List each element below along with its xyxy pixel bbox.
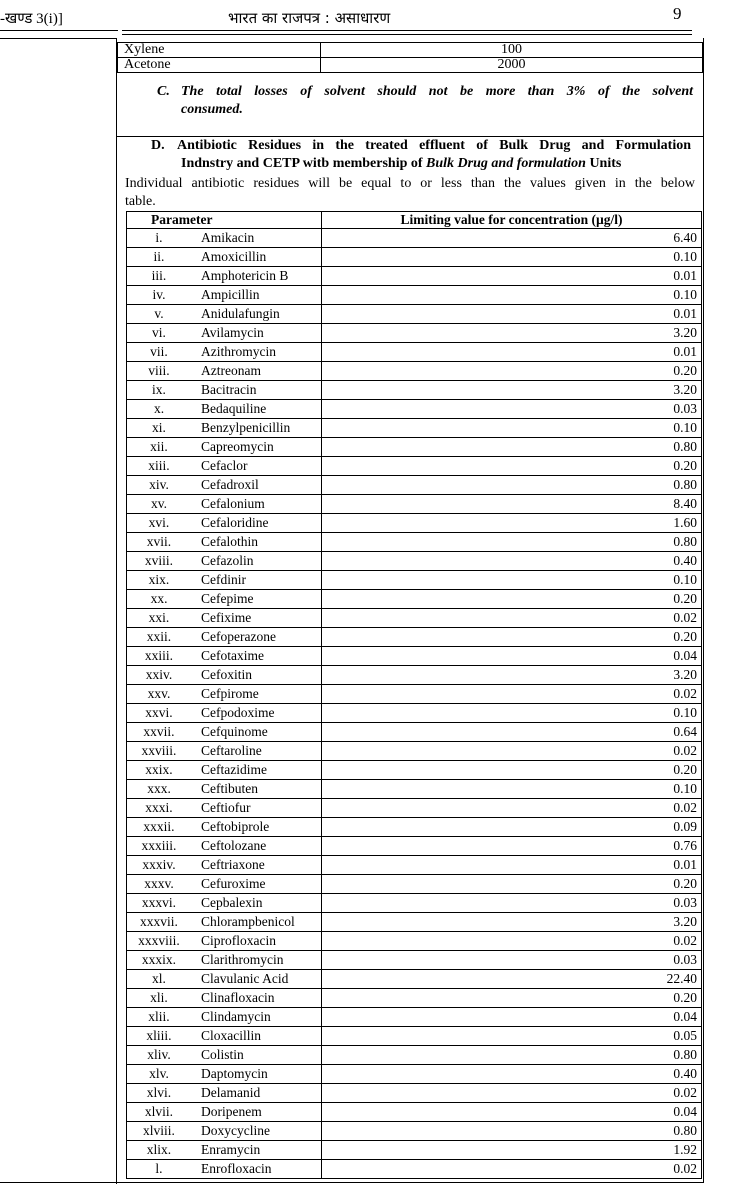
antibiotic-name: Ceftriaxone: [201, 857, 265, 872]
antibiotic-name: Colistin: [201, 1047, 244, 1062]
limit-value: 22.40: [322, 970, 702, 989]
row-numeral: xxxix.: [141, 952, 177, 967]
section-d-title: Antibiotic Residues in the treated effluent of Bulk Drug and Formulation: [177, 138, 691, 153]
row-numeral: l.: [155, 1161, 163, 1176]
parameter-cell: [127, 837, 322, 856]
row-numeral: xxv.: [147, 686, 171, 701]
antibiotic-name: Cefalothin: [201, 534, 258, 549]
limit-value: 0.09: [322, 818, 702, 837]
antibiotic-name: Azithromycin: [201, 344, 276, 359]
limit-value: 0.03: [322, 400, 702, 419]
parameter-cell: [127, 324, 322, 343]
limit-value: 0.10: [322, 248, 702, 267]
row-numeral: ii.: [153, 249, 165, 264]
parameter-cell: [127, 438, 322, 457]
row-numeral: xlvi.: [146, 1085, 172, 1100]
parameter-cell: [127, 1008, 322, 1027]
antibiotic-name: Ceftibuten: [201, 781, 258, 796]
parameter-cell: [127, 723, 322, 742]
parameter-cell: [127, 875, 322, 894]
table-row: [127, 818, 702, 837]
parameter-cell: [127, 856, 322, 875]
table-row: [127, 229, 702, 248]
limit-value: 0.20: [322, 590, 702, 609]
table-row: [127, 1065, 702, 1084]
antibiotic-name: Amphotericin B: [201, 268, 289, 283]
limit-value: 0.04: [322, 647, 702, 666]
parameter-cell: [127, 1027, 322, 1046]
limit-value: 0.80: [322, 438, 702, 457]
parameter-cell: [127, 951, 322, 970]
col-header-limit: Limiting value for concentration (µg/l): [322, 212, 702, 229]
antibiotic-name: Cefotaxime: [201, 648, 264, 663]
row-numeral: xlv.: [149, 1066, 169, 1081]
antibiotic-name: Enramycin: [201, 1142, 261, 1157]
table-row: [127, 400, 702, 419]
antibiotic-name: Capreomycin: [201, 439, 274, 454]
section-c-text: The total losses of solvent should not be more than 3% of the solvent: [181, 84, 693, 99]
table-row: [127, 723, 702, 742]
row-numeral: v.: [154, 306, 164, 321]
row-numeral: xxxvi.: [141, 895, 177, 910]
table-row: [127, 761, 702, 780]
limit-value: 0.20: [322, 761, 702, 780]
table-row: [127, 970, 702, 989]
table-row: [118, 43, 703, 58]
antibiotic-name: Bacitracin: [201, 382, 257, 397]
table-header-row: [127, 212, 702, 229]
parameter-cell: [127, 913, 322, 932]
parameter-cell: [127, 1084, 322, 1103]
row-numeral: xxxiii.: [141, 838, 177, 853]
limit-value: 0.02: [322, 742, 702, 761]
title-italic-part: Bulk Drug and formulation: [426, 156, 586, 171]
table-row: [127, 305, 702, 324]
header-part-label: -खण्ड 3(i)]: [0, 11, 63, 27]
parameter-cell: [127, 305, 322, 324]
row-numeral: xx.: [150, 591, 168, 606]
table-row: [127, 1103, 702, 1122]
limit-value: 3.20: [322, 324, 702, 343]
antibiotic-name: Cefpirome: [201, 686, 259, 701]
row-numeral: xxii.: [146, 629, 172, 644]
table-row: [127, 476, 702, 495]
limit-value: 0.03: [322, 894, 702, 913]
antibiotic-table-body: [127, 229, 702, 1179]
antibiotic-name: Ceftazidime: [201, 762, 267, 777]
table-row: [127, 343, 702, 362]
row-numeral: iii.: [151, 268, 167, 283]
parameter-cell: [127, 381, 322, 400]
table-row: [127, 685, 702, 704]
row-numeral: xix.: [148, 572, 170, 587]
row-numeral: xxxiv.: [142, 857, 176, 872]
antibiotic-name: Ampicillin: [201, 287, 260, 302]
parameter-cell: [127, 495, 322, 514]
row-numeral: xxxii.: [143, 819, 175, 834]
parameter-cell: [127, 970, 322, 989]
row-numeral: xxx.: [147, 781, 171, 796]
parameter-cell: [127, 571, 322, 590]
antibiotic-name: Benzylpenicillin: [201, 420, 291, 435]
table-row: [127, 894, 702, 913]
limit-value: 0.01: [322, 856, 702, 875]
limit-value: 0.20: [322, 628, 702, 647]
table-row: [127, 552, 702, 571]
parameter-cell: [127, 400, 322, 419]
limit-value: 0.10: [322, 780, 702, 799]
limit-value: 3.20: [322, 381, 702, 400]
limit-value: 3.20: [322, 666, 702, 685]
row-numeral: xxix.: [145, 762, 173, 777]
parameter-cell: [127, 457, 322, 476]
row-numeral: viii.: [148, 363, 170, 378]
table-row: [127, 514, 702, 533]
row-numeral: xlii.: [148, 1009, 170, 1024]
antibiotic-name: Cefazolin: [201, 553, 254, 568]
row-numeral: xlviii.: [143, 1123, 175, 1138]
table-row: [127, 913, 702, 932]
limit-value: 0.80: [322, 533, 702, 552]
row-numeral: vi.: [152, 325, 166, 340]
row-numeral: xv.: [151, 496, 167, 511]
antibiotic-name: Clavulanic Acid: [201, 971, 289, 986]
table-row: [127, 742, 702, 761]
limit-value: 0.20: [322, 362, 702, 381]
antibiotic-name: Cefpodoxime: [201, 705, 275, 720]
row-numeral: ix.: [152, 382, 166, 397]
limit-value: 0.02: [322, 799, 702, 818]
parameter-cell: [127, 248, 322, 267]
table-row: [127, 609, 702, 628]
row-numeral: iv.: [152, 287, 166, 302]
row-numeral: xxxv.: [144, 876, 174, 891]
antibiotic-name: Anidulafungin: [201, 306, 280, 321]
antibiotic-name: Doxycycline: [201, 1123, 270, 1138]
antibiotic-name: Cefuroxime: [201, 876, 266, 891]
limit-value: 1.92: [322, 1141, 702, 1160]
table-row: [127, 419, 702, 438]
limit-value: 0.80: [322, 1122, 702, 1141]
header-rule-thin: [122, 34, 692, 35]
parameter-cell: [127, 989, 322, 1008]
parameter-cell: [127, 1141, 322, 1160]
row-numeral: xxiii.: [144, 648, 174, 663]
limit-value: 0.04: [322, 1103, 702, 1122]
table-row: [127, 381, 702, 400]
header-rule: [122, 30, 692, 31]
right-border: [703, 38, 704, 1183]
parameter-cell: [127, 1160, 322, 1179]
parameter-cell: [127, 1046, 322, 1065]
solvent-name: Xylene: [118, 43, 321, 58]
antibiotic-name: Cefoperazone: [201, 629, 276, 644]
solvent-value: 2000: [321, 58, 703, 73]
table-row: [127, 495, 702, 514]
limit-value: 6.40: [322, 229, 702, 248]
section-c-label: C.: [157, 84, 170, 99]
parameter-cell: [127, 628, 322, 647]
antibiotic-name: Amoxicillin: [201, 249, 267, 264]
parameter-cell: [127, 229, 322, 248]
row-numeral: xiii.: [148, 458, 170, 473]
limit-value: 0.03: [322, 951, 702, 970]
limit-value: 0.02: [322, 932, 702, 951]
table-row: [127, 533, 702, 552]
antibiotic-name: Ciprofloxacin: [201, 933, 276, 948]
parameter-cell: [127, 647, 322, 666]
table-row: [127, 989, 702, 1008]
antibiotic-name: Daptomycin: [201, 1066, 268, 1081]
limit-value: 0.80: [322, 1046, 702, 1065]
antibiotic-name: Clarithromycin: [201, 952, 284, 967]
parameter-cell: [127, 894, 322, 913]
table-row: [127, 628, 702, 647]
row-numeral: xiv.: [149, 477, 169, 492]
solvent-value: 100: [321, 43, 703, 58]
limit-value: 0.02: [322, 609, 702, 628]
parameter-cell: [127, 343, 322, 362]
antibiotic-table: [126, 211, 702, 1179]
parameter-cell: [127, 1122, 322, 1141]
row-numeral: x.: [153, 401, 165, 416]
limit-value: 0.20: [322, 989, 702, 1008]
row-numeral: xliii.: [146, 1028, 172, 1043]
parameter-cell: [127, 609, 322, 628]
table-row: [127, 666, 702, 685]
antibiotic-name: Cefalonium: [201, 496, 265, 511]
row-numeral: xl.: [152, 971, 166, 986]
antibiotic-name: Cloxacillin: [201, 1028, 261, 1043]
antibiotic-name: Delamanid: [201, 1085, 261, 1100]
page-number: 9: [673, 4, 682, 23]
parameter-cell: [127, 1065, 322, 1084]
table-row: [127, 951, 702, 970]
row-numeral: i.: [155, 230, 163, 245]
section-c-text-cont: consumed.: [181, 102, 243, 117]
row-numeral: xlvii.: [144, 1104, 174, 1119]
table-row: [127, 799, 702, 818]
antibiotic-name: Avilamycin: [201, 325, 264, 340]
limit-value: 0.01: [322, 343, 702, 362]
section-d-title-cont: [181, 156, 621, 172]
antibiotic-name: Ceftobiprole: [201, 819, 270, 834]
parameter-cell: [127, 267, 322, 286]
limit-value: 8.40: [322, 495, 702, 514]
antibiotic-name: Cefepime: [201, 591, 254, 606]
row-numeral: xxi.: [148, 610, 170, 625]
row-numeral: xxviii.: [141, 743, 177, 758]
row-numeral: xxvi.: [145, 705, 173, 720]
limit-value: 0.10: [322, 571, 702, 590]
antibiotic-name: Amikacin: [201, 230, 255, 245]
section-d-label: D.: [151, 138, 165, 153]
parameter-cell: [127, 780, 322, 799]
row-numeral: xlix.: [146, 1142, 172, 1157]
row-numeral: xxxvii.: [140, 914, 178, 929]
table-row: [127, 1141, 702, 1160]
table-row: [127, 571, 702, 590]
bottom-border: [0, 1182, 704, 1183]
table-row: [127, 1122, 702, 1141]
table-row: [127, 267, 702, 286]
limit-value: 0.20: [322, 875, 702, 894]
limit-value: 0.10: [322, 286, 702, 305]
row-numeral: xxxi.: [145, 800, 173, 815]
parameter-cell: [127, 704, 322, 723]
table-row: [127, 647, 702, 666]
parameter-cell: [127, 552, 322, 571]
limit-value: 0.10: [322, 704, 702, 723]
antibiotic-name: Cefquinome: [201, 724, 268, 739]
parameter-cell: [127, 286, 322, 305]
row-numeral: xvi.: [148, 515, 170, 530]
page-header: [0, 0, 737, 34]
table-row: [127, 1160, 702, 1179]
solvent-name: Acetone: [118, 58, 321, 73]
title-part: Units: [585, 156, 622, 171]
parameter-cell: [127, 685, 322, 704]
antibiotic-name: Ceftaroline: [201, 743, 262, 758]
parameter-cell: [127, 932, 322, 951]
left-margin-column: [0, 38, 117, 1184]
limit-value: 0.40: [322, 552, 702, 571]
antibiotic-name: Doripenem: [201, 1104, 262, 1119]
limit-value: 0.01: [322, 267, 702, 286]
row-numeral: xvii.: [146, 534, 172, 549]
table-row: [127, 856, 702, 875]
parameter-cell: [127, 761, 322, 780]
parameter-cell: [127, 590, 322, 609]
limit-value: 1.60: [322, 514, 702, 533]
parameter-cell: [127, 666, 322, 685]
table-row: [127, 1084, 702, 1103]
table-row: [127, 438, 702, 457]
limit-value: 3.20: [322, 913, 702, 932]
antibiotic-name: Cefaclor: [201, 458, 248, 473]
section-d-note: Individual antibiotic residues will be equal to or less than the values given in the below: [125, 176, 695, 191]
parameter-cell: [127, 1103, 322, 1122]
antibiotic-name: Cefadroxil: [201, 477, 259, 492]
parameter-cell: [127, 419, 322, 438]
table-row: [127, 837, 702, 856]
limit-value: 0.80: [322, 476, 702, 495]
table-row: [127, 1027, 702, 1046]
antibiotic-name: Bedaquiline: [201, 401, 267, 416]
table-row: [127, 590, 702, 609]
parameter-cell: [127, 362, 322, 381]
antibiotic-name: Cefixime: [201, 610, 252, 625]
limit-value: 0.10: [322, 419, 702, 438]
row-numeral: xi.: [152, 420, 166, 435]
header-gazette-title: भारत का राजपत्र : असाधारण: [228, 9, 391, 27]
row-numeral: xxiv.: [145, 667, 173, 682]
antibiotic-name: Cepbalexin: [201, 895, 263, 910]
table-row: [127, 1008, 702, 1027]
parameter-cell: [127, 818, 322, 837]
parameter-cell: [127, 476, 322, 495]
antibiotic-name: Aztreonam: [201, 363, 261, 378]
table-row: [127, 362, 702, 381]
row-numeral: vii.: [150, 344, 168, 359]
header-rule-left: [0, 30, 118, 31]
table-row: [127, 780, 702, 799]
antibiotic-name: Ceftolozane: [201, 838, 267, 853]
limit-value: 0.01: [322, 305, 702, 324]
table-row: [127, 704, 702, 723]
table-row: [127, 286, 702, 305]
limit-value: 0.64: [322, 723, 702, 742]
table-row: [127, 875, 702, 894]
table-row: [127, 324, 702, 343]
table-row: [118, 58, 703, 73]
table-row: [127, 248, 702, 267]
limit-value: 0.02: [322, 1160, 702, 1179]
antibiotic-name: Clindamycin: [201, 1009, 271, 1024]
parameter-cell: [127, 799, 322, 818]
antibiotic-name: Clinafloxacin: [201, 990, 275, 1005]
table-row: [127, 932, 702, 951]
antibiotic-name: Enrofloxacin: [201, 1161, 272, 1176]
parameter-cell: [127, 514, 322, 533]
title-part: Indnstry and CETP witb membership of: [181, 156, 427, 171]
antibiotic-name: Cefdinir: [201, 572, 246, 587]
section-d-note-cont: table.: [125, 194, 156, 209]
limit-value: 0.04: [322, 1008, 702, 1027]
row-numeral: xviii.: [144, 553, 174, 568]
table-row: [127, 1046, 702, 1065]
limit-value: 0.02: [322, 1084, 702, 1103]
row-numeral: xxvii.: [143, 724, 175, 739]
section-c: [117, 78, 703, 137]
row-numeral: xxxviii.: [138, 933, 180, 948]
limit-value: 0.02: [322, 685, 702, 704]
row-numeral: xliv.: [147, 1047, 171, 1062]
table-row: [127, 457, 702, 476]
solvent-table: [117, 42, 703, 73]
antibiotic-name: Ceftiofur: [201, 800, 251, 815]
limit-value: 0.40: [322, 1065, 702, 1084]
antibiotic-name: Chlorampbenicol: [201, 914, 295, 929]
parameter-cell: [127, 533, 322, 552]
row-numeral: xii.: [150, 439, 168, 454]
limit-value: 0.05: [322, 1027, 702, 1046]
col-header-parameter: Parameter: [127, 212, 322, 229]
row-numeral: xli.: [150, 990, 168, 1005]
antibiotic-name: Cefoxitin: [201, 667, 252, 682]
parameter-cell: [127, 742, 322, 761]
limit-value: 0.76: [322, 837, 702, 856]
antibiotic-name: Cefaloridine: [201, 515, 269, 530]
limit-value: 0.20: [322, 457, 702, 476]
